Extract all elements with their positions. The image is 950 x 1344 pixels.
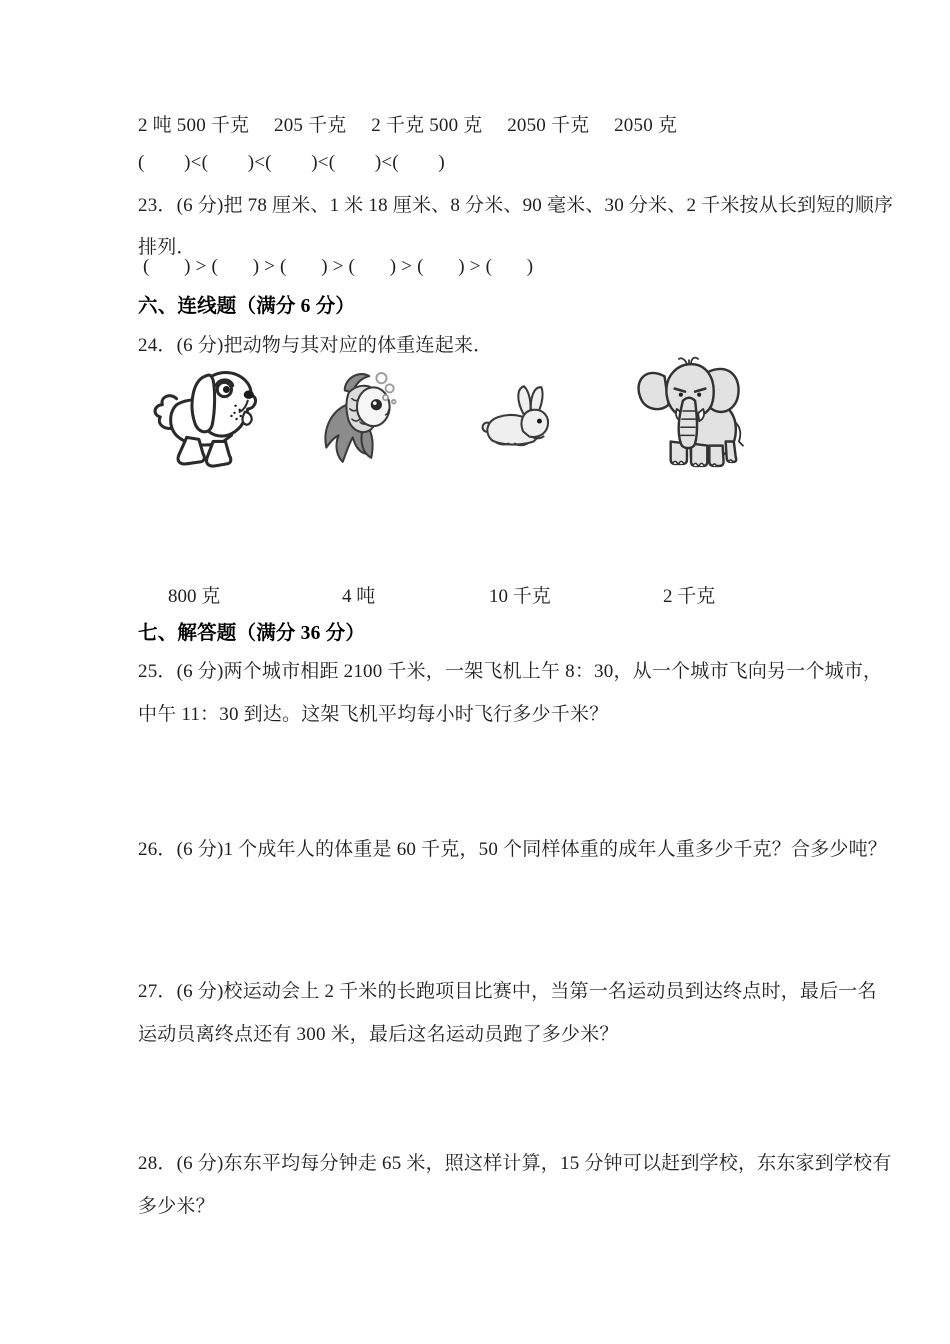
q24-question-text: 24．(6 分)把动物与其对应的体重连起来． [138,335,493,356]
section-7-header: 七、解答题（满分 36 分） [138,623,366,644]
q28-question-text-line2: 多少米？ [138,1196,215,1217]
dog-icon [146,364,260,472]
q25-question-text-line2: 中午 11：30 到达。这架飞机平均每小时飞行多少千米？ [138,704,609,725]
elephant-icon [634,356,744,468]
weight-label-800g: 800 克 [168,586,221,607]
q23-question-text-line2: 排列． [138,237,196,258]
q22-values-line: 2 吨 500 千克 205 千克 2 千克 500 克 2050 千克 2050 克 [138,115,678,136]
q23-question-text-line1: 23．(6 分)把 78 厘米、1 米 18 厘米、8 分米、90 毫米、30 分米、2 千米按从长到短的顺序 [138,195,894,216]
q23-answer-blanks: ( ) > ( ) > ( ) > ( ) > ( ) > ( ) [143,256,534,277]
dog-image [146,364,260,472]
section-6-header: 六、连线题（满分 6 分） [138,296,356,317]
goldfish-icon [318,370,400,468]
goldfish-image [318,370,400,468]
elephant-image [634,356,744,468]
rabbit-icon [480,384,562,450]
q27-question-text-line2: 运动员离终点还有 300 米，最后这名运动员跑了多少米？ [138,1024,619,1045]
weight-label-4t: 4 吨 [342,586,376,607]
q26-question-text-line1: 26．(6 分)1 个成年人的体重是 60 千克，50 个同样体重的成年人重多少千克？合多少吨？ [138,839,888,860]
weight-label-2kg: 2 千克 [663,586,716,607]
q27-question-text-line1: 27．(6 分)校运动会上 2 千米的长跑项目比赛中，当第一名运动员到达终点时，最后一名 [138,981,877,1002]
weight-label-10kg: 10 千克 [489,586,551,607]
q28-question-text-line1: 28．(6 分)东东平均每分钟走 65 米，照这样计算，15 分钟可以赶到学校，东东家到学校有 [138,1153,892,1174]
q22-answer-blanks: ( )<( )<( )<( )<( ) [138,152,445,173]
rabbit-image [480,384,562,450]
q25-question-text-line1: 25．(6 分)两个城市相距 2100 千米，一架飞机上午 8：30，从一个城市飞向另一个城市， [138,661,883,682]
